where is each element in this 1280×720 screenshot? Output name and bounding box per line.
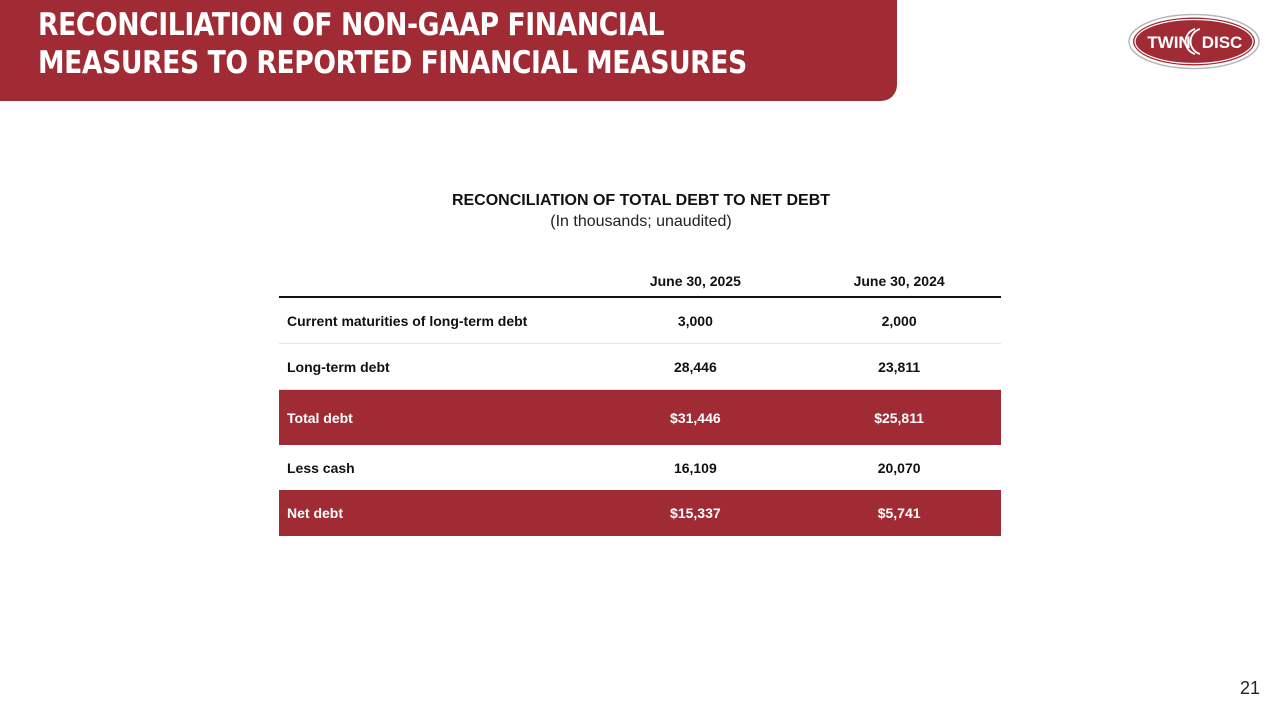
row-value-2024: $5,741 <box>797 490 1001 536</box>
row-label: Current maturities of long-term debt <box>279 297 593 344</box>
table-row-total-debt <box>279 390 1001 446</box>
row-value-2024: $25,811 <box>797 390 1001 446</box>
table-header-row <box>279 266 1001 297</box>
page-number: 21 <box>1239 678 1260 698</box>
row-value-2025: 16,109 <box>673 459 717 476</box>
column-header-2024: June 30, 2024 <box>797 266 1001 297</box>
page-title-line-2: MEASURES TO REPORTED FINANCIAL MEASURES <box>38 45 747 81</box>
column-header-label <box>279 266 593 297</box>
logo-text-left: TWIN <box>1147 33 1191 52</box>
row-value-2024: 23,811 <box>797 344 1001 390</box>
row-value-2024: 2,000 <box>797 297 1001 344</box>
row-value-2025: 3,000 <box>593 297 797 344</box>
table-subtitle: (In thousands; unaudited) <box>550 213 732 230</box>
row-value-2025: $31,446 <box>593 390 797 446</box>
twin-disc-logo <box>1127 13 1261 70</box>
row-value-2025: $15,337 <box>593 490 797 536</box>
table-row-net-debt <box>279 490 1001 536</box>
row-label: Net debt <box>279 490 593 536</box>
row-value-2025: 28,446 <box>593 344 797 390</box>
row-label: Less cash <box>287 459 355 476</box>
row-label: Total debt <box>279 390 593 446</box>
table-row <box>279 344 1001 390</box>
page-title <box>38 6 769 82</box>
logo-text-right: DISC <box>1201 33 1243 52</box>
table-title: RECONCILIATION OF TOTAL DEBT TO NET DEBT <box>451 192 831 209</box>
table-row <box>279 445 1001 490</box>
reconciliation-table <box>279 266 1001 536</box>
column-header-2025: June 30, 2025 <box>593 266 797 297</box>
table-row <box>279 297 1001 344</box>
page-title-line-1: RECONCILIATION OF NON-GAAP FINANCIAL <box>38 7 665 43</box>
row-label: Long-term debt <box>279 344 593 390</box>
row-value-2024: 20,070 <box>877 459 921 476</box>
